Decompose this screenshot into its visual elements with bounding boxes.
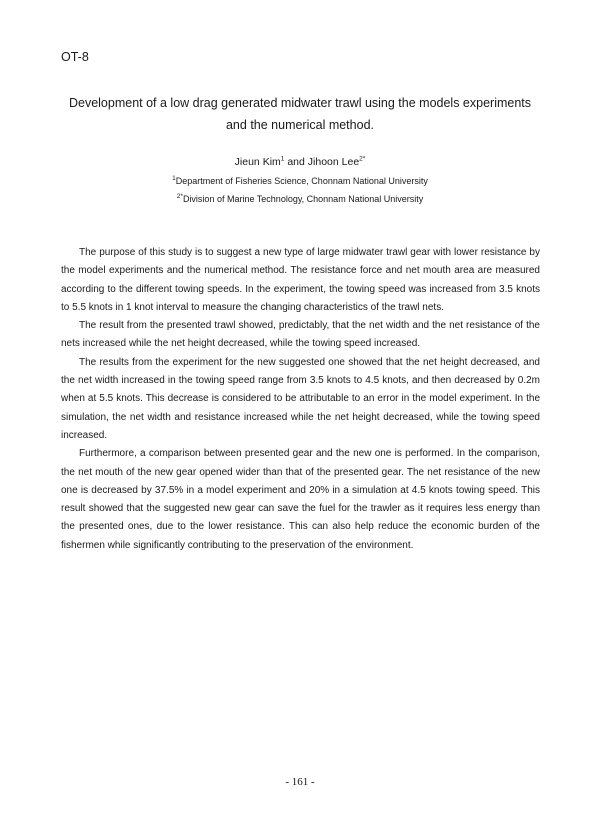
paper-title-line-2: and the numerical method. (225, 118, 374, 132)
author-2-name: Jihoon Lee (307, 156, 360, 168)
affiliation-2-text: Division of Marine Technology, Chonnam National University (182, 194, 424, 204)
affiliation-1-text: Department of Fisheries Science, Chonnam National University (175, 176, 428, 186)
author-2-affil-mark: 2* (359, 155, 366, 163)
paper-title (40, 92, 560, 136)
author-conjunction: and (287, 156, 305, 168)
abstract-paragraph-4: Furthermore, a comparison between presented gear and the new one is performed. In the comparison, the net mouth of the new gear opened wider than that of the presented gear. The net resistance of the new one is decreased by 37.5% in a model experiment and 20% in a simulation at 4.5 knots towing speed. This result showed that the suggested new gear can save the fuel for the trawler as it requires less energy than the presented ones, due to the lower resistance. This can also help reduce the economic burden of the fishermen while significantly contributing to the preservation of the environment. (61, 448, 540, 551)
affiliation-2 (0, 193, 600, 205)
abstract-paragraph-1: The purpose of this study is to suggest a new type of large midwater trawl gear with lower resistance by the model experiments and the numerical method. The resistance force and net mouth area are measured according to the different towing speeds. In the experiment, the towing speed was increased from 3.5 knots to 5.5 knots in 1 knot interval to measure the changing characteristics of the trawl nets. (61, 247, 540, 313)
abstract-paragraph-2: The result from the presented trawl showed, predictably, that the net width and the net resistance of the nets increased while the net height decreased, while the towing speed increased. (61, 320, 540, 350)
paper-title-line-1: Development of a low drag generated midwater trawl using the models experiments (68, 96, 532, 110)
author-1-affil-mark: 1 (280, 155, 285, 163)
affiliation-1-mark: 1 (172, 175, 176, 182)
author-line (0, 155, 600, 169)
affiliation-2-mark: 2* (176, 193, 183, 200)
abstract-paragraph-3: The results from the experiment for the new suggested one showed that the net height decreased, and the net width increased in the towing speed range from 3.5 knots to 4.5 knots, and then decreased by 0.2m when at 5.5 knots. This decrease is considered to be attributable to an error in the model experiment. In the simulation, the net width and resistance increased while the net height decreased, while the towing speed increased. (61, 356, 540, 441)
author-1-name: Jieun Kim (234, 156, 281, 168)
abstract-body (61, 244, 540, 555)
affiliation-1 (0, 175, 600, 187)
session-code: OT-8 (61, 50, 89, 64)
page-number: - 161 - (285, 776, 315, 788)
